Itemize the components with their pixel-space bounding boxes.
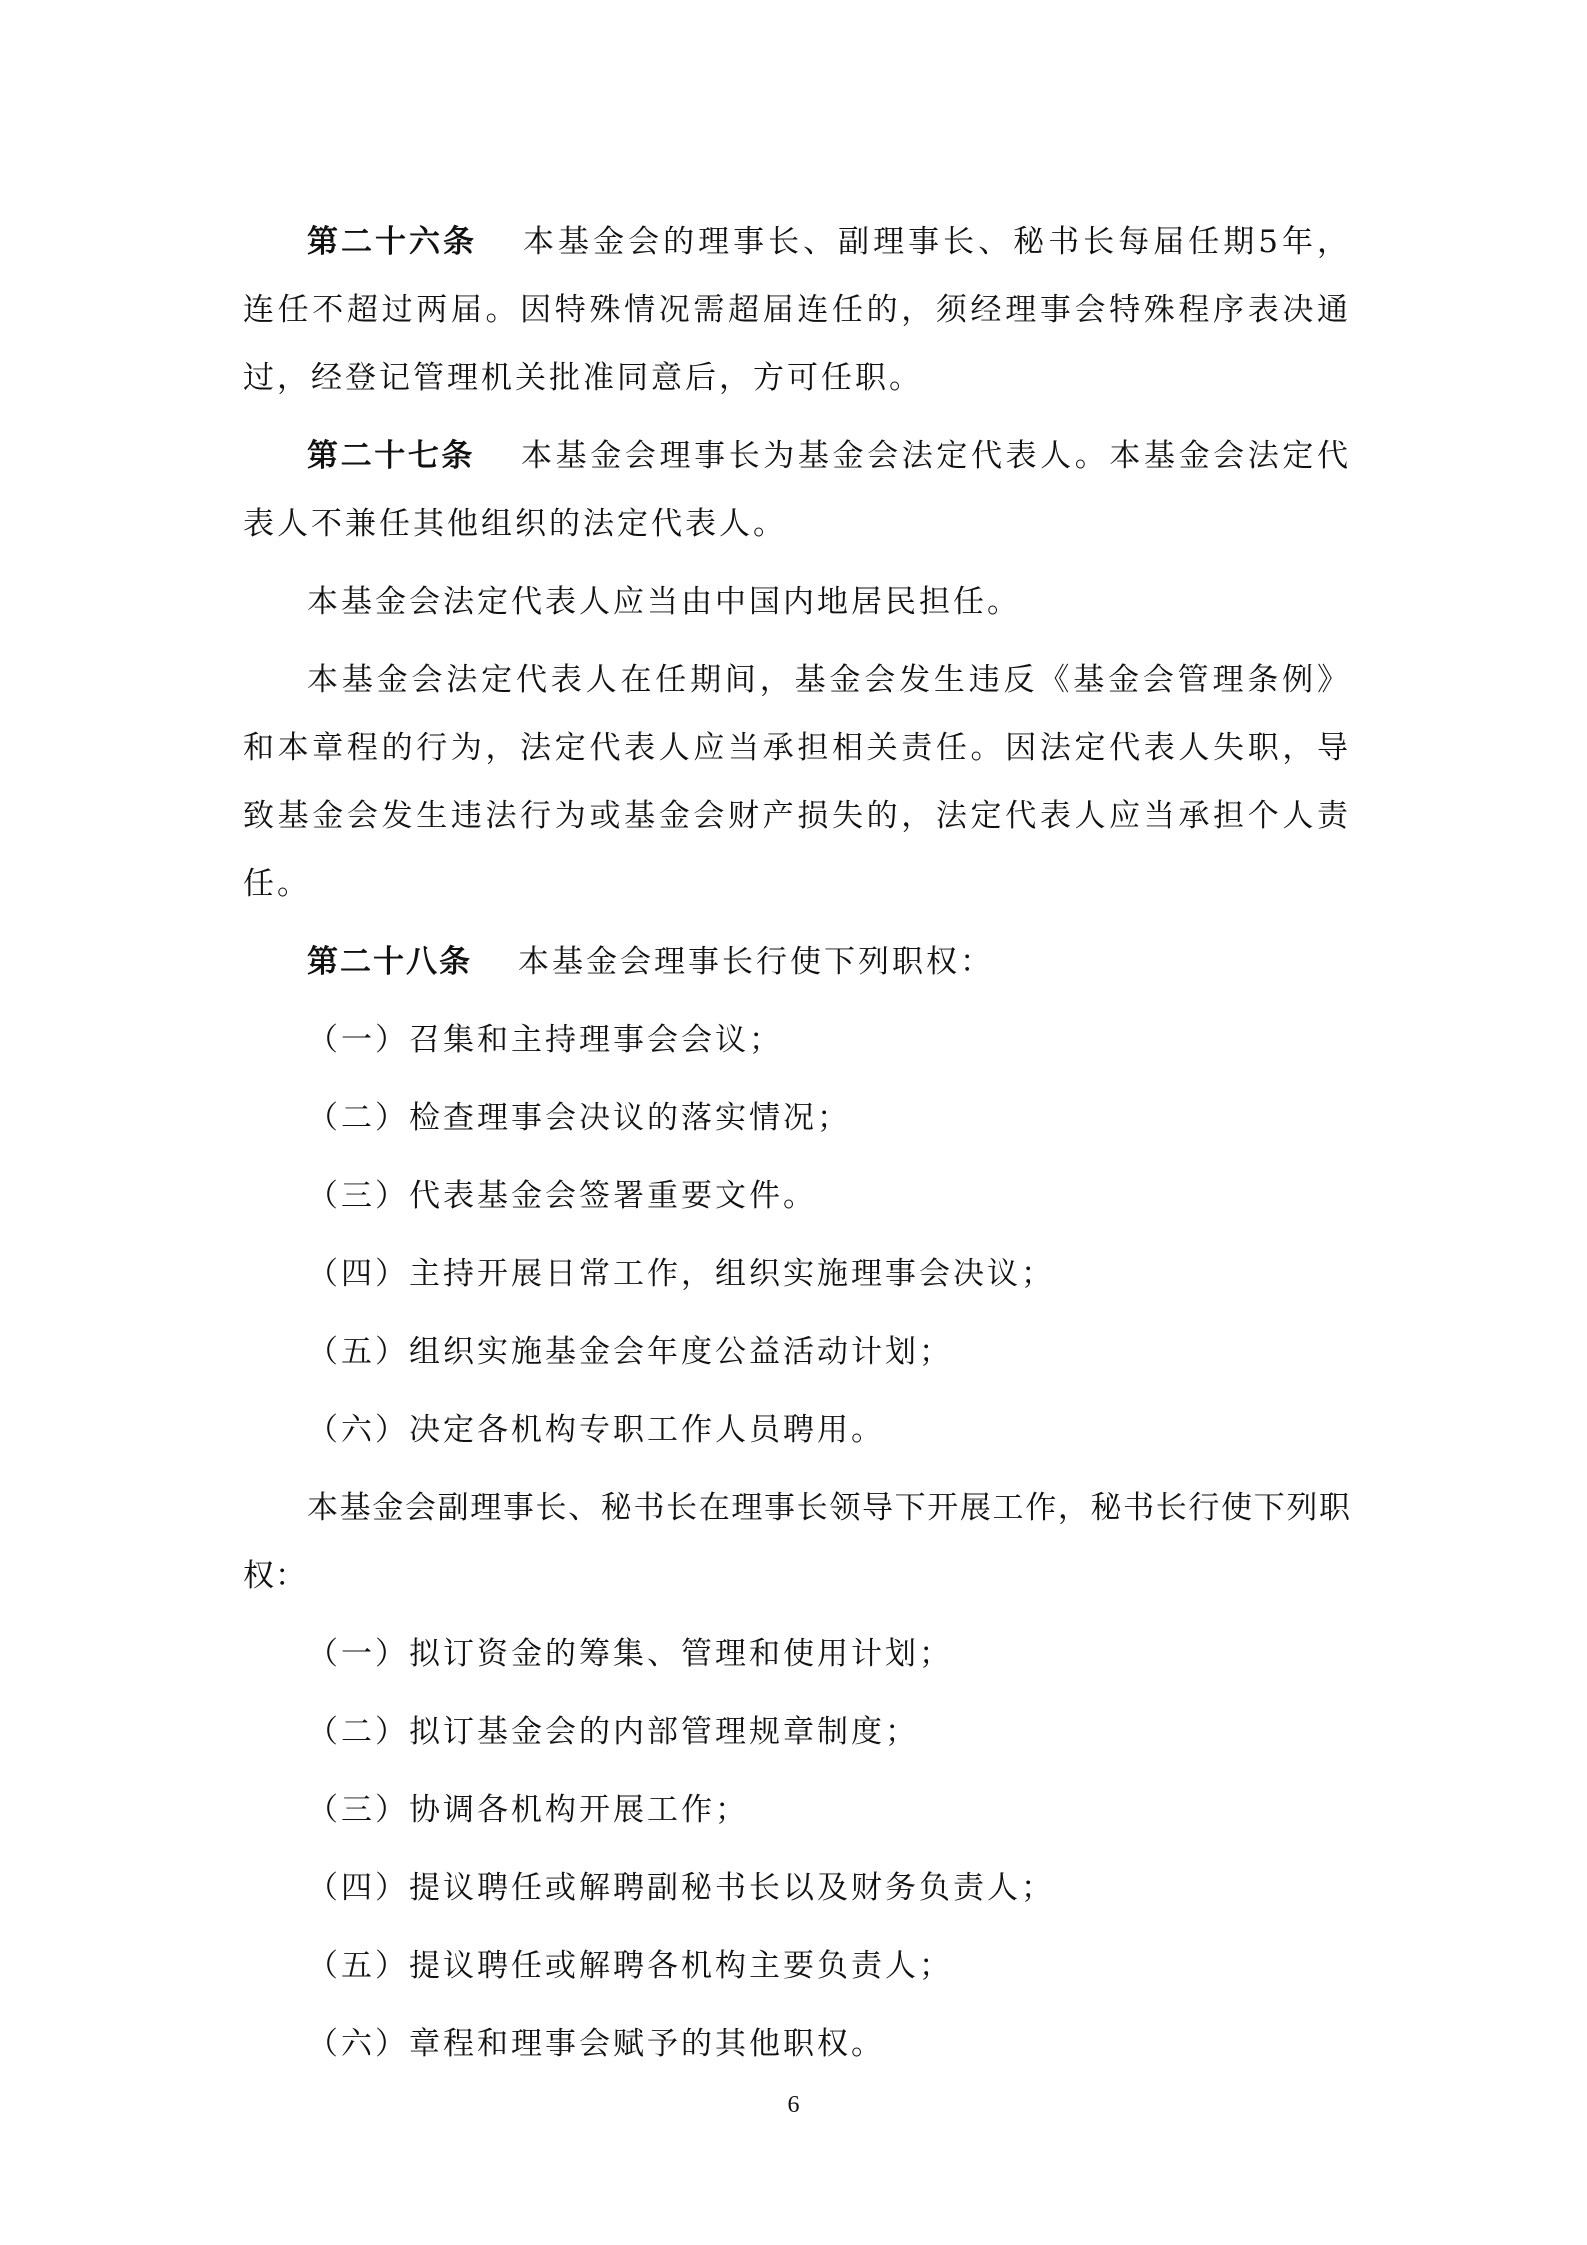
article-27-paragraph-3: 本基金会法定代表人在任期间，基金会发生违反《基金会管理条例》和本章程的行为，法定代表人应当承担相关责任。因法定代表人失职，导致基金会发生违法行为或基金会财产损失的，法定代表人应当承担个人责任。 xyxy=(243,662,1351,902)
list-item: （一）召集和主持理事会会议； xyxy=(307,1022,783,1058)
article-27 xyxy=(243,422,1351,558)
article-28 xyxy=(243,928,1351,996)
article-27-paragraph-2: 本基金会法定代表人应当由中国内地居民担任。 xyxy=(307,584,1021,620)
list-item: （二）拟订基金会的内部管理规章制度； xyxy=(307,1714,919,1750)
list-item: （一）拟订资金的筹集、管理和使用计划； xyxy=(307,1636,953,1672)
list-item: （二）检查理事会决议的落实情况； xyxy=(307,1100,851,1136)
article-26 xyxy=(243,208,1351,412)
list-item: （六）决定各机构专职工作人员聘用。 xyxy=(307,1412,885,1448)
article-27-heading: 第二十七条 xyxy=(307,438,476,474)
secretary-powers-intro: 本基金会副理事长、秘书长在理事长领导下开展工作，秘书长行使下列职权： xyxy=(243,1490,1351,1594)
article-28-text: 本基金会理事长行使下列职权： xyxy=(518,944,994,980)
list-item: （五）组织实施基金会年度公益活动计划； xyxy=(307,1334,953,1370)
document-body xyxy=(243,208,1351,2088)
chair-powers-list xyxy=(243,1006,1351,1464)
article-28-heading: 第二十八条 xyxy=(307,944,472,980)
article-26-heading: 第二十六条 xyxy=(307,224,478,260)
list-item: （六）章程和理事会赋予的其他职权。 xyxy=(307,2026,885,2062)
list-item: （三）代表基金会签署重要文件。 xyxy=(307,1178,817,1214)
list-item: （四）主持开展日常工作，组织实施理事会决议； xyxy=(307,1256,1055,1292)
article-26-text: 本基金会的理事长、副理事长、秘书长每届任期5年，连任不超过两届。因特殊情况需超届连任的，须经理事会特殊程序表决通过，经登记管理机关批准同意后，方可任职。 xyxy=(243,224,1351,396)
list-item: （五）提议聘任或解聘各机构主要负责人； xyxy=(307,1948,953,1984)
list-item: （四）提议聘任或解聘副秘书长以及财务负责人； xyxy=(307,1870,1055,1906)
secretary-powers-list xyxy=(243,1620,1351,2078)
article-27-text: 本基金会理事长为基金会法定代表人。本基金会法定代表人不兼任其他组织的法定代表人。 xyxy=(243,438,1352,542)
list-item: （三）协调各机构开展工作； xyxy=(307,1792,749,1828)
page-number: 6 xyxy=(787,2092,800,2118)
